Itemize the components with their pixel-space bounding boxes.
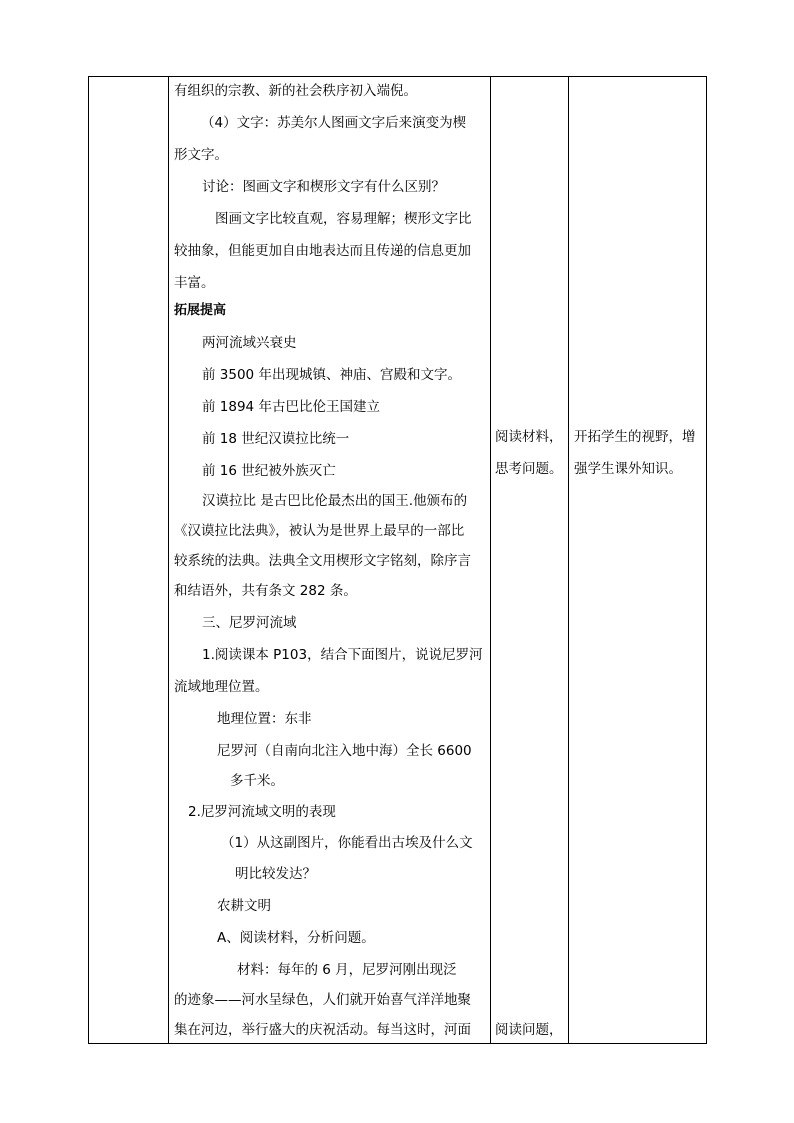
- content-line: 多千米。: [230, 773, 284, 789]
- content-line: 较系统的法典。法典全文用楔形文字铭刻，除序言: [174, 553, 471, 569]
- content-line: 有组织的宗教、新的社会秩序初入端倪。: [174, 83, 417, 99]
- content-line: （4）文字：苏美尔人图画文字后来演变为楔: [201, 115, 467, 131]
- content-line: 前 3500 年出现城镇、神庙、宫殿和文字。: [202, 367, 461, 383]
- content-line: 图画文字比较直观，容易理解；楔形文字比: [215, 211, 472, 227]
- content-line: 2.尼罗河流域文明的表现: [188, 804, 336, 820]
- content-line: 农耕文明: [217, 898, 271, 914]
- content-line: （1）从这副图片，你能看出古埃及什么文: [221, 835, 473, 851]
- content-line: 1.阅读课本 P103，结合下面图片，说说尼罗河: [202, 647, 483, 663]
- content-line: A、阅读材料，分析问题。: [217, 930, 375, 946]
- content-line: 前 1894 年古巴比伦王国建立: [202, 399, 380, 415]
- content-line: 汉谟拉比 是古巴比伦最杰出的国王.他颁布的: [202, 493, 468, 509]
- content-line: 讨论：图画文字和楔形文字有什么区别？: [202, 179, 445, 195]
- content-line: 形文字。: [174, 147, 228, 163]
- content-line: 的迹象——河水呈绿色，人们就开始喜气洋洋地聚: [174, 992, 471, 1008]
- content-line: 较抽象，但能更加自由地表达而且传递的信息更加: [174, 243, 471, 259]
- column-divider-3: [568, 77, 569, 1043]
- content-line: 前 16 世纪被外族灭亡: [202, 463, 336, 479]
- student-activity-line: 阅读材料，: [495, 429, 563, 445]
- student-activity-line: 阅读问题，: [495, 1022, 563, 1038]
- lesson-table: [88, 76, 707, 1044]
- teaching-content-cell: [169, 77, 491, 1043]
- content-line: 集在河边，举行盛大的庆祝活动。每当这时，河面: [174, 1022, 471, 1038]
- content-line: 明比较发达？: [235, 866, 316, 882]
- content-line: 两河流域兴衰史: [202, 335, 297, 351]
- content-line: 前 18 世纪汉谟拉比统一: [202, 431, 350, 447]
- design-intent-line: 强学生课外知识。: [574, 461, 682, 477]
- student-activity-line: 思考问题。: [495, 461, 563, 477]
- content-line: 《汉谟拉比法典》，被认为是世界上最早的一部比: [174, 523, 465, 539]
- content-line: 地理位置：东非: [217, 711, 312, 727]
- design-intent-line: 开拓学生的视野，增: [574, 429, 696, 445]
- content-line: 和结语外，共有条文 282 条。: [174, 583, 357, 599]
- content-line: 三、尼罗河流域: [202, 615, 297, 631]
- content-line: 材料：每年的 6 月，尼罗河刚出现泛: [237, 962, 457, 978]
- content-line: 流域地理位置。: [174, 679, 269, 695]
- content-line: 尼罗河（自南向北注入地中海）全长 6600: [217, 743, 472, 759]
- section-heading: 拓展提高: [174, 303, 227, 318]
- content-line: 丰富。: [174, 275, 215, 291]
